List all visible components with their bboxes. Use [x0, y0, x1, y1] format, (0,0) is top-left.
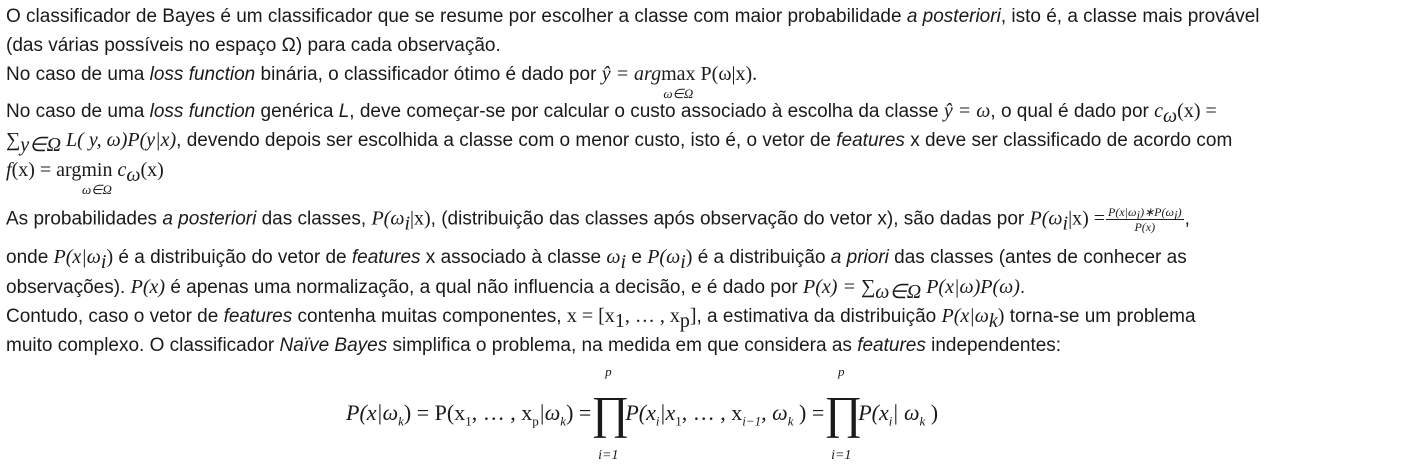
formula-text: ŷ = arg — [601, 63, 662, 85]
operator-text: min — [81, 159, 113, 181]
text-run: x associado à classe — [420, 247, 607, 268]
product-symbol: ∏ — [824, 387, 863, 438]
formula-text: P(ω|x). — [695, 63, 758, 85]
emphasis-text: loss function — [149, 101, 256, 122]
formula-subscript: p — [532, 413, 539, 429]
para4-line3 — [6, 274, 1025, 301]
formula-subscript: i — [680, 250, 686, 273]
formula-text: P(x|ω — [346, 400, 399, 425]
formula-text: | ω — [892, 400, 920, 425]
formula-text: ) — [685, 246, 693, 268]
equation-rhs — [858, 400, 939, 429]
text-run: torna-se um problema — [1004, 306, 1196, 327]
text-run: , devendo depois ser escolhida a classe com o menor custo, isto é, o vetor de — [176, 130, 837, 151]
product-upper-limit: p — [837, 364, 845, 379]
text-run: simplifica o problema, na medida em que considera as — [387, 335, 858, 356]
formula-text: P(ω — [1029, 207, 1063, 230]
formula-text: (x) = — [1177, 100, 1217, 122]
formula-text: P(x|ω)P(ω) — [921, 276, 1020, 298]
formula-text: , … , x — [624, 305, 680, 327]
product-upper-limit: p — [605, 364, 612, 379]
emphasis-text: a posteriori — [162, 208, 257, 230]
para1-line1 — [6, 4, 1260, 30]
text-run: , — [1184, 208, 1190, 230]
formula-text: ) — [925, 400, 939, 425]
text-run: As probabilidades — [6, 208, 163, 230]
para3-line2 — [6, 127, 1232, 154]
formula-text: P(x|ω — [1108, 205, 1137, 219]
text-run: , a estimativa da distribuição — [696, 306, 942, 327]
product-lower-limit: i=1 — [831, 448, 852, 463]
formula-text: ) = — [793, 400, 825, 425]
para4-line2 — [6, 244, 1187, 271]
text-run: No caso de uma — [6, 64, 150, 85]
formula-text: ) — [1177, 205, 1182, 219]
para5-line1 — [6, 303, 1196, 330]
formula-subscript: k — [787, 413, 794, 429]
formula-text: c — [112, 159, 127, 181]
emphasis-text: loss function — [149, 64, 256, 85]
formula-text: P(x|ω — [53, 246, 101, 268]
para3-line3 — [6, 157, 164, 197]
formula-text: ŷ = ω — [943, 100, 991, 122]
formula-text: P(ω — [647, 246, 681, 268]
naive-bayes-equation — [346, 360, 939, 463]
formula-subscript: i — [620, 250, 627, 273]
formula-subscript: k — [398, 413, 404, 429]
emphasis-text: a posteriori — [906, 6, 1001, 27]
text-run: , deve começar-se por calcular o custo associado à escolha da classe — [349, 101, 944, 122]
formula-text: , … , x — [681, 400, 743, 425]
para2-line — [6, 61, 758, 101]
formula-subscript: 1 — [465, 413, 472, 429]
formula-text: ) = P(x — [403, 400, 466, 425]
text-run: onde — [6, 247, 54, 268]
formula-text: P(x — [625, 400, 656, 425]
text-run: , o qual é dado por — [990, 101, 1155, 122]
formula-text: ) = — [566, 400, 592, 425]
formula-subscript: i−1 — [742, 413, 762, 429]
text-run: muito complexo. O classificador — [6, 335, 280, 356]
formula-text: |x) = — [1068, 207, 1106, 230]
text-run: independentes: — [925, 335, 1062, 356]
text-run: das classes (antes de conhecer as — [888, 247, 1187, 268]
formula-subscript: i — [404, 212, 410, 235]
formula-subscript: ω∈Ω — [875, 280, 922, 303]
emphasis-text: features — [223, 306, 293, 327]
para4-line1 — [6, 205, 1190, 234]
text-run: é a distribuição — [692, 247, 831, 268]
product-symbol: ∏ — [591, 387, 630, 438]
fraction-numerator — [1106, 205, 1184, 223]
formula-subscript: i — [888, 413, 893, 429]
text-run: (das várias possíveis no espaço Ω) para cada observação. — [6, 35, 501, 56]
product-lower-limit: i=1 — [598, 448, 619, 463]
formula-text: |x — [659, 400, 676, 425]
formula-text: P(x) = ∑ — [803, 276, 876, 298]
formula-subscript: 1 — [675, 413, 682, 429]
formula-text: P(x) — [130, 276, 166, 298]
formula-text: P(ω — [371, 207, 405, 230]
emphasis-text: features — [836, 130, 905, 151]
formula-text: |x) — [410, 207, 431, 230]
formula-subscript: y∈Ω — [20, 133, 62, 156]
bayes-fraction — [1106, 205, 1184, 234]
product-operator-2 — [824, 364, 863, 463]
text-run: binária, o classificador ótimo é dado por — [255, 64, 602, 85]
para5-line2 — [6, 333, 1061, 359]
para3-line1 — [6, 98, 1217, 125]
text-run: e — [626, 247, 648, 268]
formula-text: P(x — [858, 400, 889, 425]
formula-subscript: p — [679, 309, 690, 332]
formula-subscript: 1 — [614, 309, 625, 332]
text-run: O classificador de Bayes é um classificador que se resume por escolher a classe com maior probabilidade — [6, 6, 907, 27]
text-run: Contudo, caso o vetor de — [6, 306, 224, 327]
text-run: . — [1019, 277, 1026, 298]
emphasis-text: a priori — [830, 247, 889, 268]
formula-text: , … , x — [471, 400, 533, 425]
equation-middle — [625, 400, 825, 429]
operator-text: max — [661, 63, 696, 85]
text-run: é apenas uma normalização, a qual não influencia a decisão, e é dado por — [165, 277, 804, 298]
para1-line2 — [6, 33, 501, 59]
formula-text: (x) = arg — [11, 159, 82, 181]
formula-subscript: i — [1136, 207, 1141, 223]
formula-text: P(x|ω — [941, 305, 989, 327]
formula-text: )∗P(ω — [1140, 205, 1174, 219]
formula-text: ) — [106, 246, 114, 268]
formula-text: ω — [606, 246, 621, 268]
fraction-denominator: P(x) — [1134, 220, 1156, 234]
sum-symbol: ∑ — [6, 129, 21, 151]
emphasis-text: L — [338, 101, 350, 122]
text-run: , (distribuição das classes após observação do vetor x), são dadas por — [430, 208, 1030, 230]
text-run: é a distribuição do vetor de — [113, 247, 352, 268]
formula-subscript: ω — [126, 163, 141, 186]
text-run: No caso de uma — [6, 101, 150, 122]
formula-subscript: i — [1173, 207, 1178, 223]
text-run: contenha muitas componentes, — [292, 306, 567, 327]
formula-text: , ω — [761, 400, 788, 425]
text-run: x deve ser classificado de acordo com — [904, 130, 1233, 151]
formula-subscript: i — [100, 250, 107, 273]
emphasis-text: Naïve Bayes — [279, 335, 388, 356]
equation-lhs — [346, 400, 592, 429]
max-operator — [661, 61, 696, 101]
formula-text: (x) — [140, 159, 164, 181]
emphasis-text: features — [351, 247, 421, 268]
product-operator-1 — [591, 364, 630, 463]
text-run: das classes, — [256, 208, 372, 230]
text-run: genérica — [255, 101, 339, 122]
formula-text: x = [x — [566, 305, 615, 327]
emphasis-text: features — [857, 335, 926, 356]
formula-subscript: k — [919, 413, 926, 429]
formula-subscript: k — [988, 309, 998, 332]
formula-text: |ω — [538, 400, 561, 425]
operator-subscript: ω∈Ω — [663, 86, 694, 101]
formula-subscript: k — [560, 413, 567, 429]
formula-subscript: ω — [1163, 104, 1178, 127]
formula-argmax — [601, 63, 758, 101]
formula-text: ] — [689, 305, 697, 327]
formula-text: f — [6, 159, 12, 181]
text-run: observações). — [6, 277, 131, 298]
text-run: , isto é, a classe mais provável — [1000, 6, 1260, 27]
operator-subscript: ω∈Ω — [81, 182, 112, 197]
formula-text: L( y, ω)P(y|x) — [61, 129, 177, 151]
min-operator — [81, 157, 113, 197]
formula-text: ) — [997, 305, 1005, 327]
formula-subscript: i — [1062, 212, 1069, 235]
formula-subscript: i — [655, 413, 660, 429]
formula-text: c — [1154, 100, 1164, 122]
